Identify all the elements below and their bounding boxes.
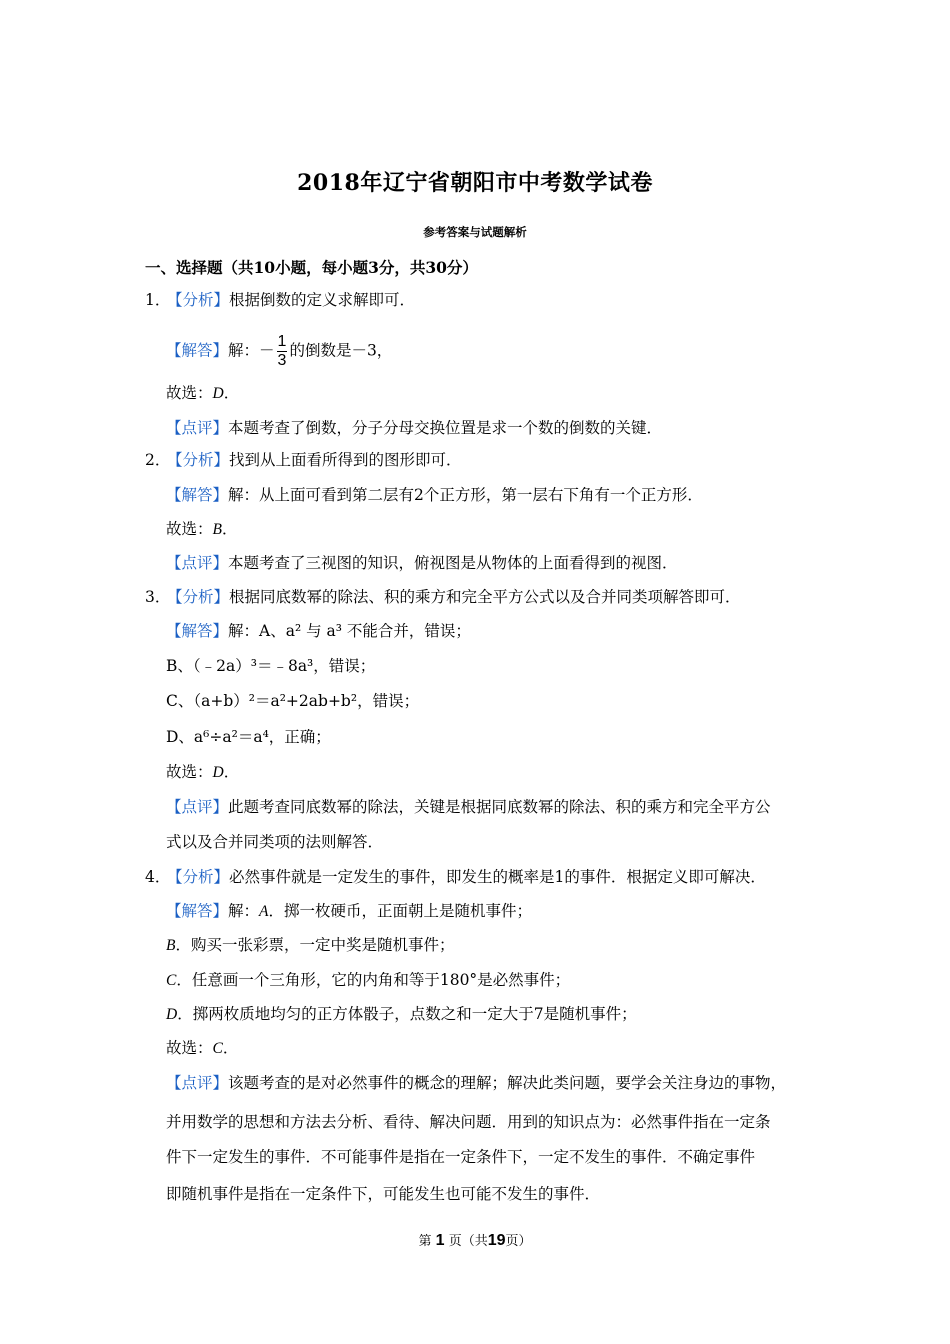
choice-end: ． [221,520,238,538]
analysis-tag: 【分析】 [167,451,230,469]
q4-option-b: ．购买一张彩票，一定中奖是随机事件； [175,936,455,954]
q4-option-c-line [166,970,570,991]
q4-option-a: ．掷一枚硬币，正面朝上是随机事件； [268,902,533,920]
q4-comment-text-1: 该题考查的是对必然事件的概念的理解；解决此类问题，要学会关注身边的事物， [228,1074,787,1092]
q2-number: 2． [145,451,171,469]
q2-answer [166,485,703,505]
analysis-tag: 【分析】 [167,588,230,606]
choice-letter: D [212,764,224,781]
q4-comment-line-2: 并用数学的思想和方法去分析、看待、解决问题．用到的知识点为：必然事件指在一定条 [166,1113,771,1131]
comment-tag: 【点评】 [166,554,229,572]
q4-number: 4． [145,868,171,886]
q3-number: 3． [145,588,171,606]
q3-analysis [145,587,741,607]
q4-option-b-letter: B [166,937,176,954]
q4-option-a-letter: A [259,903,269,920]
q1-comment [166,418,662,438]
q4-option-d: ．掷两枚质地均匀的正方体骰子，点数之和一定大于7是随机事件； [177,1005,637,1023]
comment-tag: 【点评】 [166,798,229,816]
q3-analysis-text: 根据同底数幂的除法、积的乘方和完全平方公式以及合并同类项解答即可． [229,588,741,606]
q4-analysis [145,867,766,887]
footer-suffix: 页） [505,1234,532,1249]
choice-label: 故选： [166,520,213,538]
page-footer [0,1230,950,1250]
q4-option-c: ．任意画一个三角形，它的内角和等于180°是必然事件； [176,971,571,989]
q3-comment-line-2: 式以及合并同类项的法则解答． [166,833,384,851]
choice-letter: C [212,1040,223,1057]
choice-label: 故选： [166,1039,213,1057]
page-title: 2018年辽宁省朝阳市中考数学试卷 [297,170,653,196]
q3-choice [166,762,239,783]
q4-answer [166,901,532,922]
q3-option-d: D、a⁶÷a²＝a⁴，正确； [166,728,331,746]
q4-comment-line-3: 件下一定发生的事件．不可能事件是指在一定条件下，一定不发生的事件．不确定事件 [166,1148,756,1166]
q3-option-a: A、a² 与 a³ 不能合并，错误； [259,622,471,640]
footer-total-pages: 19 [487,1232,506,1249]
q1-answer-suffix: 的倒数是－3， [289,341,393,360]
choice-label: 故选： [166,384,213,402]
analysis-tag: 【分析】 [167,868,230,886]
fraction-numerator: 1 [277,333,287,350]
q4-comment [166,1073,786,1093]
q2-answer-text: 解：从上面可看到第二层有2个正方形，第一层右下角有一个正方形． [228,486,703,504]
choice-end: ． [223,384,240,402]
q4-option-b-line [166,935,454,956]
comment-tag: 【点评】 [166,1074,229,1092]
fraction-denominator: 3 [277,352,287,369]
answer-tag: 【解答】 [166,622,229,640]
choice-end: ． [222,1039,239,1057]
q2-choice [166,519,238,540]
fraction [277,333,288,370]
q4-comment-line-4: 即随机事件是指在一定条件下，可能发生也可能不发生的事件． [166,1185,601,1203]
answer-tag: 【解答】 [166,341,229,360]
answer-tag: 【解答】 [166,902,229,920]
q1-answer-prefix: 解：－ [228,341,275,360]
choice-letter: B [212,521,222,538]
q3-option-b: B、（﹣2a）³＝﹣8a³，错误； [166,657,376,675]
footer-prefix: 第 [418,1234,432,1249]
q1-analysis-text: 根据倒数的定义求解即可． [229,291,416,309]
q3-option-c: C、（a+b）²＝a²+2ab+b²，错误； [166,692,420,710]
q1-comment-text: 本题考查了倒数，分子分母交换位置是求一个数的倒数的关键． [228,419,663,437]
q3-comment [166,797,771,817]
page-subtitle: 参考答案与试题解析 [423,225,527,239]
q4-option-d-letter: D [166,1006,178,1023]
footer-middle: 页（共 [448,1234,488,1249]
choice-letter: D [212,385,224,402]
q2-comment-text: 本题考查了三视图的知识，俯视图是从物体的上面看得到的视图． [228,554,678,572]
q3-comment-text-1: 此题考查同底数幂的除法，关键是根据同底数幂的除法、积的乘方和完全平方公 [228,798,771,816]
q2-analysis-text: 找到从上面看所得到的图形即可． [229,451,462,469]
q4-analysis-text: 必然事件就是一定发生的事件，即发生的概率是1的事件．根据定义即可解决． [229,868,766,886]
comment-tag: 【点评】 [166,419,229,437]
answer-tag: 【解答】 [166,486,229,504]
analysis-tag: 【分析】 [167,291,230,309]
q3-answer [166,621,471,641]
q2-analysis [145,450,462,470]
q1-number: 1． [145,291,171,309]
q3-answer-lead: 解： [228,622,260,640]
choice-label: 故选： [166,763,213,781]
q1-answer [166,333,392,370]
q1-choice [166,383,239,404]
section-heading: 一、选择题（共10小题，每小题3分，共30分） [145,258,478,277]
q4-answer-lead: 解： [228,902,260,920]
footer-page-number: 1 [435,1232,445,1249]
q4-choice [166,1038,238,1059]
q2-comment [166,553,678,573]
q4-option-d-line [166,1004,637,1025]
q1-analysis [145,290,415,310]
choice-end: ． [223,763,240,781]
q4-option-c-letter: C [166,972,177,989]
